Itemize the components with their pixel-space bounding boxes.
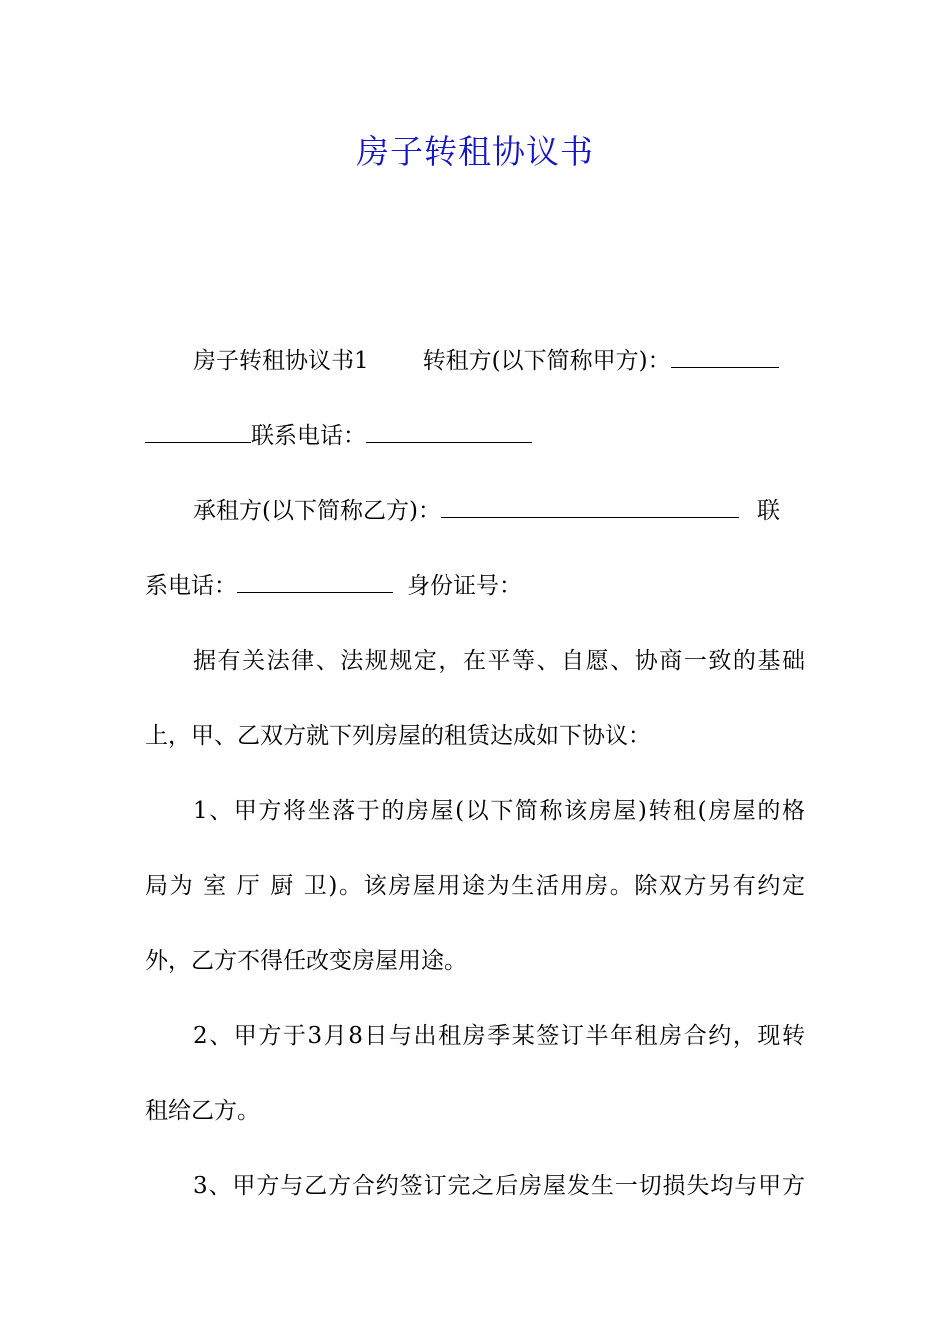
lessee-phone-label-end: 系电话： — [145, 573, 237, 599]
paragraph-line-5: 据有关法律、法规规定，在平等、自愿、协商一致的基础 — [193, 648, 805, 674]
sublessor-blank-continued — [145, 412, 251, 443]
lessee-phone-blank — [237, 562, 393, 593]
paragraph-line-2 — [145, 411, 805, 461]
doc-heading-ref: 房子转租协议书1 — [193, 348, 369, 374]
id-number-label: 身份证号： — [407, 573, 522, 599]
lessee-blank — [441, 487, 739, 518]
sublessor-phone-blank — [366, 412, 532, 443]
clause-2-line-1: 2、甲方于3月8日与出租房季某签订半年租房合约，现转 — [193, 1023, 805, 1049]
paragraph-line-4 — [145, 561, 805, 611]
paragraph-line-1 — [193, 336, 805, 386]
sublessor-blank — [671, 337, 779, 368]
paragraph-line-3 — [193, 486, 805, 536]
paragraph-line-6: 上，甲、乙双方就下列房屋的租赁达成如下协议： — [145, 723, 651, 749]
sublessor-label: 转租方(以下简称甲方)： — [422, 348, 671, 374]
clause-2-line-2: 租给乙方。 — [145, 1098, 260, 1124]
clause-1-line-3: 外，乙方不得任改变房屋用途。 — [145, 948, 467, 974]
clause-3-line-1: 3、甲方与乙方合约签订完之后房屋发生一切损失均与甲方 — [193, 1173, 805, 1199]
sublessor-phone-label: 联系电话： — [251, 423, 366, 449]
lessee-phone-label-start: 联 — [756, 498, 780, 524]
clause-1-line-2: 局为 室 厅 厨 卫)。该房屋用途为生活用房。除双方另有约定 — [145, 873, 805, 899]
clause-1-line-1: 1、甲方将坐落于的房屋(以下简称该房屋)转租(房屋的格 — [193, 798, 805, 824]
lessee-label: 承租方(以下简称乙方)： — [193, 498, 441, 524]
document-title: 房子转租协议书 — [356, 132, 594, 171]
